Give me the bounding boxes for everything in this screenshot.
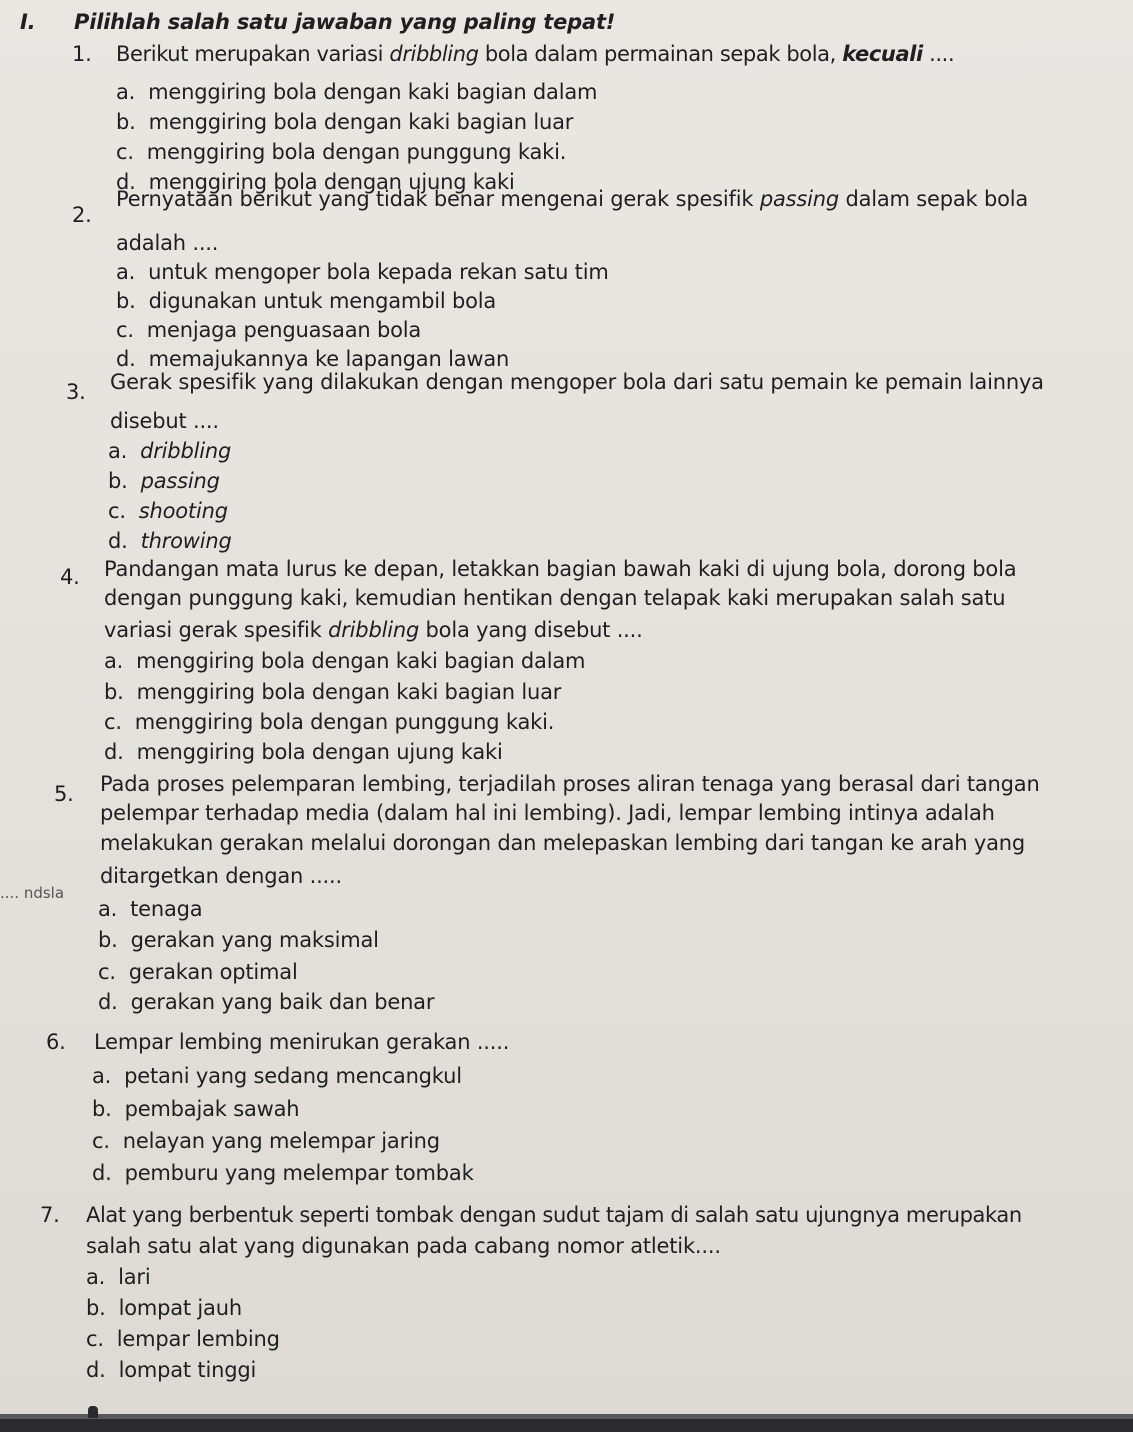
page-edge-highlight bbox=[0, 1414, 1133, 1419]
option-c[interactable]: c. nelayan yang melempar jaring bbox=[92, 1129, 440, 1153]
question-number: 7. bbox=[40, 1203, 60, 1227]
option-d[interactable]: d. gerakan yang baik dan benar bbox=[98, 990, 435, 1014]
question-text: Alat yang berbentuk seperti tombak dengan sudut tajam di salah satu ujungnya merupakan bbox=[86, 1203, 1022, 1227]
option-a[interactable]: a. lari bbox=[86, 1265, 151, 1289]
section-number: I. bbox=[20, 10, 36, 34]
question-text-line: dengan punggung kaki, kemudian hentikan dengan telapak kaki merupakan salah satu bbox=[104, 586, 1006, 610]
question-number: 1. bbox=[72, 42, 92, 66]
option-c[interactable]: c. gerakan optimal bbox=[98, 960, 298, 984]
option-a[interactable]: a. menggiring bola dengan kaki bagian dalam bbox=[104, 649, 586, 673]
option-c[interactable]: c. menjaga penguasaan bola bbox=[116, 318, 422, 342]
question-text: Pernyataan berikut yang tidak benar mengenai gerak spesifik passing dalam sepak bola bbox=[116, 187, 1029, 211]
question-text-line: melakukan gerakan melalui dorongan dan melepaskan lembing dari tangan ke arah yang bbox=[100, 831, 1026, 855]
question-text: Gerak spesifik yang dilakukan dengan mengoper bola dari satu pemain ke pemain lainnya bbox=[110, 370, 1044, 394]
option-b[interactable]: b. passing bbox=[108, 469, 220, 493]
option-b[interactable]: b. menggiring bola dengan kaki bagian luar bbox=[104, 680, 562, 704]
question-number: 2. bbox=[72, 203, 92, 227]
question-text: Pandangan mata lurus ke depan, letakkan bagian bawah kaki di ujung bola, dorong bola bbox=[104, 557, 1017, 581]
question-number: 5. bbox=[54, 782, 74, 806]
option-d[interactable]: d. throwing bbox=[108, 529, 232, 553]
question-text-line: disebut .... bbox=[110, 409, 219, 433]
question-number: 6. bbox=[46, 1030, 66, 1054]
option-b[interactable]: b. menggiring bola dengan kaki bagian luar bbox=[116, 110, 574, 134]
option-c[interactable]: c. shooting bbox=[108, 499, 228, 523]
section-heading: Pilihlah salah satu jawaban yang paling tepat! bbox=[74, 10, 616, 34]
option-a[interactable]: a. petani yang sedang mencangkul bbox=[92, 1064, 462, 1088]
question-number: 4. bbox=[60, 565, 80, 589]
question-text-line: salah satu alat yang digunakan pada cabang nomor atletik.... bbox=[86, 1234, 721, 1258]
option-c[interactable]: c. menggiring bola dengan punggung kaki. bbox=[104, 710, 555, 734]
option-b[interactable]: b. pembajak sawah bbox=[92, 1097, 300, 1121]
option-b[interactable]: b. digunakan untuk mengambil bola bbox=[116, 289, 497, 313]
option-a[interactable]: a. dribbling bbox=[108, 439, 232, 463]
question-text-line: ditargetkan dengan ..... bbox=[100, 864, 342, 888]
option-d[interactable]: d. memajukannya ke lapangan lawan bbox=[116, 347, 510, 371]
option-b[interactable]: b. gerakan yang maksimal bbox=[98, 928, 379, 952]
question-text-line: pelempar terhadap media (dalam hal ini lembing). Jadi, lempar lembing intinya adalah bbox=[100, 801, 995, 825]
option-d[interactable]: d. menggiring bola dengan ujung kaki bbox=[104, 740, 503, 764]
option-d[interactable]: d. menggiring bola dengan ujung kaki bbox=[116, 170, 515, 194]
question-text-line: adalah .... bbox=[116, 231, 219, 255]
option-a[interactable]: a. untuk mengoper bola kepada rekan satu tim bbox=[116, 260, 609, 284]
option-a[interactable]: a. tenaga bbox=[98, 897, 203, 921]
question-text: Lempar lembing menirukan gerakan ..... bbox=[94, 1030, 510, 1054]
option-a[interactable]: a. menggiring bola dengan kaki bagian dalam bbox=[116, 80, 598, 104]
option-b[interactable]: b. lompat jauh bbox=[86, 1296, 242, 1320]
question-number: 3. bbox=[66, 380, 86, 404]
option-d[interactable]: d. pemburu yang melempar tombak bbox=[92, 1161, 474, 1185]
ink-mark bbox=[88, 1406, 98, 1418]
option-c[interactable]: c. menggiring bola dengan punggung kaki. bbox=[116, 140, 567, 164]
option-d[interactable]: d. lompat tinggi bbox=[86, 1358, 257, 1382]
question-text: Pada proses pelemparan lembing, terjadilah proses aliran tenaga yang berasal dari tangan bbox=[100, 772, 1040, 796]
question-text-line: variasi gerak spesifik dribbling bola yang disebut .... bbox=[104, 618, 643, 642]
question-text: Berikut merupakan variasi dribbling bola dalam permainan sepak bola, kecuali .... bbox=[116, 42, 955, 66]
margin-scribble: .... ndsla bbox=[0, 884, 65, 902]
page-bottom-edge bbox=[0, 1414, 1133, 1432]
option-c[interactable]: c. lempar lembing bbox=[86, 1327, 280, 1351]
